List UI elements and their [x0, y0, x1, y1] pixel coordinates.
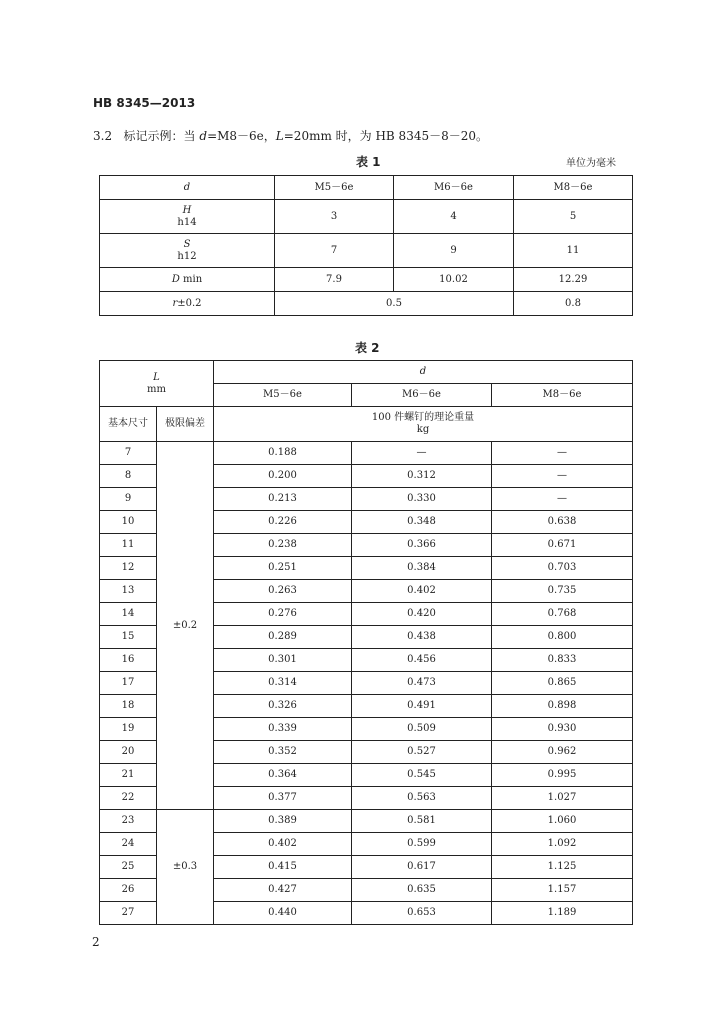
table2-head-m8: M8－6e: [492, 384, 633, 407]
basic-size-cell: 10: [100, 511, 157, 534]
table1-head-m5: M5－6e: [275, 176, 394, 200]
table2-head-d: d: [214, 361, 633, 384]
weight-cell-m8: 0.930: [492, 718, 633, 741]
clause-text-mid1: =M8－6e，: [207, 129, 276, 143]
weight-cell-m8: 0.865: [492, 672, 633, 695]
table1-row-D: [100, 268, 633, 292]
weight-cell-m6: 0.420: [352, 603, 492, 626]
basic-size-cell: 15: [100, 626, 157, 649]
basic-size-cell: 17: [100, 672, 157, 695]
table2-head-m6: M6－6e: [352, 384, 492, 407]
basic-size-cell: 18: [100, 695, 157, 718]
table2-head-L: [100, 361, 214, 407]
weight-cell-m8: 0.768: [492, 603, 633, 626]
table1-cell: 3: [275, 200, 394, 234]
symbol-r: r: [172, 297, 178, 309]
weight-cell-m6: 0.491: [352, 695, 492, 718]
weight-cell-m6: 0.527: [352, 741, 492, 764]
tol-h14: h14: [177, 216, 197, 228]
weight-cell-m8: 0.671: [492, 534, 633, 557]
weight-cell-m6: 0.330: [352, 488, 492, 511]
weight-cell-m6: 0.599: [352, 833, 492, 856]
table1-row-H: [100, 200, 633, 234]
clause-var-d: d: [199, 129, 208, 143]
basic-size-cell: 24: [100, 833, 157, 856]
weight-cell-m6: 0.509: [352, 718, 492, 741]
table1-cell: 0.8: [514, 292, 633, 316]
weight-cell-m6: 0.545: [352, 764, 492, 787]
symbol-S: S: [183, 238, 191, 250]
table2: [99, 360, 633, 925]
basic-size-cell: 21: [100, 764, 157, 787]
table1-row-r: [100, 292, 633, 316]
weight-cell-m6: 0.635: [352, 879, 492, 902]
table1-row-S: [100, 234, 633, 268]
table2-header-row-3: [100, 407, 633, 442]
basic-size-cell: 14: [100, 603, 157, 626]
clause-text-pre: 标记示例：当: [123, 129, 200, 143]
table-row: [100, 442, 633, 465]
weight-cell-m8: 0.800: [492, 626, 633, 649]
table-row: [100, 810, 633, 833]
table1-head-m8: M8－6e: [514, 176, 633, 200]
basic-size-cell: 16: [100, 649, 157, 672]
document-code-header: HB 8345—2013: [93, 96, 196, 110]
table1-cell: 4: [394, 200, 514, 234]
symbol-H: H: [182, 204, 192, 216]
basic-size-cell: 9: [100, 488, 157, 511]
weight-cell-m8: 0.962: [492, 741, 633, 764]
weight-cell-m8: 0.995: [492, 764, 633, 787]
weight-cell-m8: —: [492, 442, 633, 465]
weight-cell-m6: —: [352, 442, 492, 465]
symbol-L: L: [153, 371, 160, 383]
weight-cell-m5: 0.289: [214, 626, 352, 649]
weight-cell-m6: 0.348: [352, 511, 492, 534]
limit-deviation-cell: ±0.3: [157, 810, 214, 925]
weight-cell-m5: 0.263: [214, 580, 352, 603]
weight-cell-m6: 0.563: [352, 787, 492, 810]
weight-cell-m5: 0.352: [214, 741, 352, 764]
weight-cell-m5: 0.238: [214, 534, 352, 557]
table2-body: [100, 361, 633, 925]
weight-cell-m8: —: [492, 465, 633, 488]
weight-cell-m8: 0.703: [492, 557, 633, 580]
table1-cell: 10.02: [394, 268, 514, 292]
weight-cell-m5: 0.314: [214, 672, 352, 695]
weight-cell-m5: 0.226: [214, 511, 352, 534]
weight-cell-m6: 0.617: [352, 856, 492, 879]
basic-size-cell: 13: [100, 580, 157, 603]
weight-cell-m5: 0.276: [214, 603, 352, 626]
table1-row-S-label: [100, 234, 275, 268]
basic-size-cell: 26: [100, 879, 157, 902]
weight-cell-m5: 0.440: [214, 902, 352, 925]
weight-cell-m8: 1.092: [492, 833, 633, 856]
table1-cell: 7.9: [275, 268, 394, 292]
table2-head-m5: M5－6e: [214, 384, 352, 407]
weight-label: 100 件螺钉的理论重量: [371, 412, 475, 423]
weight-cell-m8: 0.638: [492, 511, 633, 534]
weight-cell-m8: 0.898: [492, 695, 633, 718]
weight-cell-m8: 1.125: [492, 856, 633, 879]
symbol-D: D: [171, 273, 180, 285]
weight-cell-m6: 0.581: [352, 810, 492, 833]
page-number: 2: [92, 935, 100, 949]
table1-cell: 7: [275, 234, 394, 268]
table2-caption: 表 2: [355, 341, 380, 355]
basic-size-cell: 23: [100, 810, 157, 833]
basic-size-cell: 25: [100, 856, 157, 879]
weight-cell-m5: 0.415: [214, 856, 352, 879]
weight-cell-m5: 0.188: [214, 442, 352, 465]
table1-cell: 12.29: [514, 268, 633, 292]
table1-cell: 11: [514, 234, 633, 268]
basic-size-cell: 8: [100, 465, 157, 488]
weight-cell-m8: 1.027: [492, 787, 633, 810]
weight-cell-m8: 1.060: [492, 810, 633, 833]
table1-caption: 表 1: [356, 155, 381, 169]
table1-unit: 单位为毫米: [566, 158, 616, 169]
basic-size-cell: 27: [100, 902, 157, 925]
basic-size-cell: 7: [100, 442, 157, 465]
suffix-tol: ±0.2: [177, 297, 202, 309]
weight-cell-m8: —: [492, 488, 633, 511]
table1-cell: 5: [514, 200, 633, 234]
weight-cell-m5: 0.301: [214, 649, 352, 672]
weight-cell-m6: 0.653: [352, 902, 492, 925]
basic-size-cell: 12: [100, 557, 157, 580]
table2-head-weight: [214, 407, 633, 442]
suffix-min: min: [179, 273, 203, 285]
table1-row-H-label: [100, 200, 275, 234]
table2-head-basic-size: 基本尺寸: [100, 407, 157, 442]
weight-cell-m6: 0.402: [352, 580, 492, 603]
marking-example-clause: [93, 127, 488, 144]
table2-head-limit-deviation: 极限偏差: [157, 407, 214, 442]
weight-cell-m6: 0.384: [352, 557, 492, 580]
clause-number: 3.2: [93, 129, 113, 143]
weight-cell-m8: 0.735: [492, 580, 633, 603]
weight-cell-m5: 0.377: [214, 787, 352, 810]
weight-cell-m8: 1.157: [492, 879, 633, 902]
weight-cell-m6: 0.473: [352, 672, 492, 695]
tol-h12: h12: [177, 250, 197, 262]
table1-head-d: d: [100, 176, 275, 200]
table2-header-row-1: [100, 361, 633, 384]
weight-cell-m5: 0.389: [214, 810, 352, 833]
unit-mm: mm: [147, 383, 166, 395]
weight-cell-m8: 0.833: [492, 649, 633, 672]
clause-var-L: L: [275, 129, 284, 143]
weight-cell-m5: 0.427: [214, 879, 352, 902]
weight-cell-m6: 0.366: [352, 534, 492, 557]
table1: [99, 175, 633, 316]
limit-deviation-cell: ±0.2: [157, 442, 214, 810]
basic-size-cell: 22: [100, 787, 157, 810]
clause-text-mid2: =20mm 时，为 HB 8345－8－20。: [283, 129, 489, 143]
weight-cell-m5: 0.200: [214, 465, 352, 488]
basic-size-cell: 19: [100, 718, 157, 741]
table1-header-row: [100, 176, 633, 200]
weight-cell-m6: 0.456: [352, 649, 492, 672]
weight-unit: kg: [416, 424, 430, 435]
table1-cell: 9: [394, 234, 514, 268]
weight-cell-m5: 0.213: [214, 488, 352, 511]
table1-head-m6: M6－6e: [394, 176, 514, 200]
basic-size-cell: 11: [100, 534, 157, 557]
weight-cell-m5: 0.339: [214, 718, 352, 741]
table1-row-D-label: [100, 268, 275, 292]
weight-cell-m5: 0.364: [214, 764, 352, 787]
weight-cell-m6: 0.438: [352, 626, 492, 649]
basic-size-cell: 20: [100, 741, 157, 764]
weight-cell-m5: 0.251: [214, 557, 352, 580]
table1-row-r-label: [100, 292, 275, 316]
weight-cell-m5: 0.402: [214, 833, 352, 856]
weight-cell-m6: 0.312: [352, 465, 492, 488]
table1-cell: 0.5: [275, 292, 514, 316]
weight-cell-m8: 1.189: [492, 902, 633, 925]
weight-cell-m5: 0.326: [214, 695, 352, 718]
